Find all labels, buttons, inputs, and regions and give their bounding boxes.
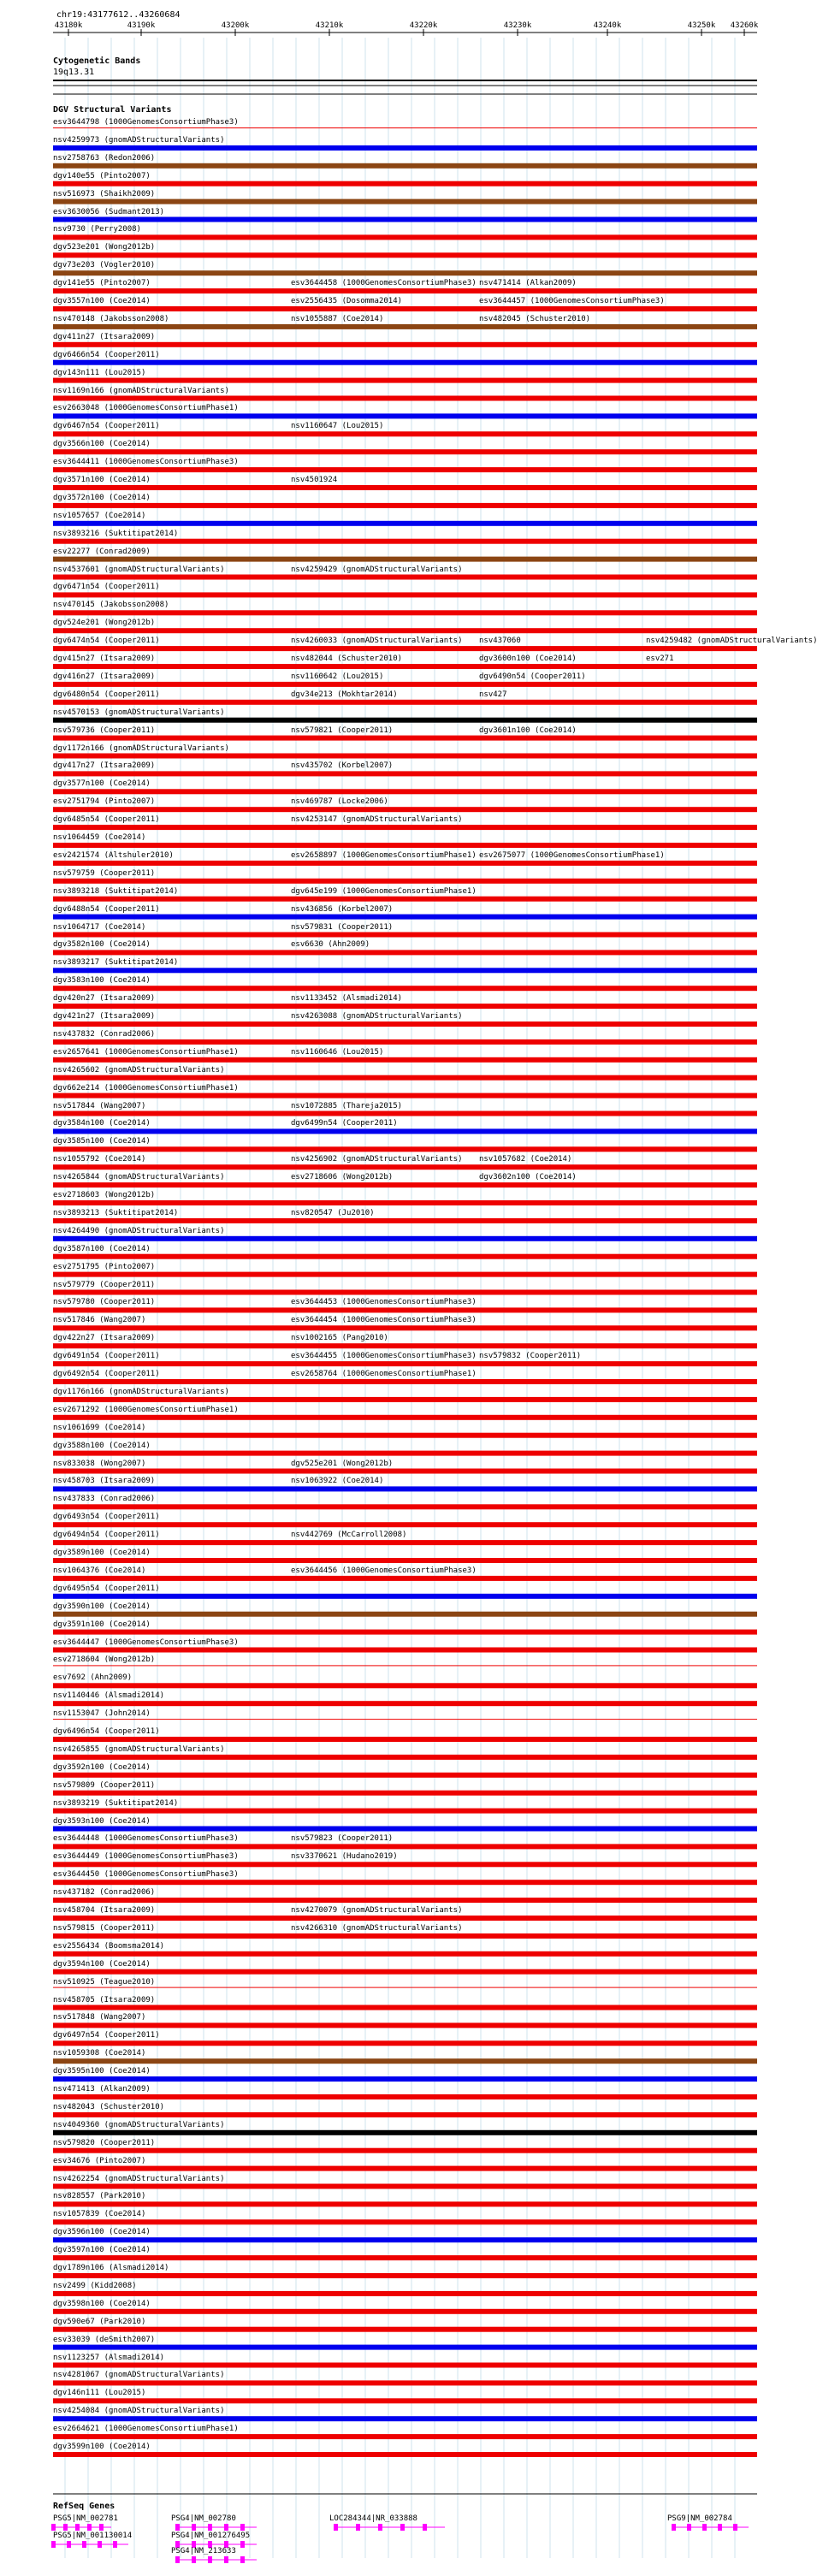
- variant-label[interactable]: nsv579820 (Cooper2011): [53, 2138, 156, 2147]
- variant-label[interactable]: dgv146n111 (Lou2015): [53, 2389, 146, 2398]
- variant-label[interactable]: nsv1160646 (Lou2015): [291, 1047, 384, 1057]
- variant-label[interactable]: dgv3591n100 (Coe2014): [53, 1620, 151, 1629]
- gene-exon[interactable]: [175, 2556, 180, 2563]
- variant-label[interactable]: dgv6466n54 (Cooper2011): [53, 350, 160, 359]
- variant-label[interactable]: nsv1169n166 (gnomADStructuralVariants): [53, 386, 229, 395]
- variant-label[interactable]: nsv4266310 (gnomADStructuralVariants): [291, 1923, 463, 1933]
- variant-label[interactable]: dgv3583n100 (Coe2014): [53, 976, 151, 986]
- variant-label[interactable]: esv6630 (Ahn2009): [291, 940, 370, 950]
- variant-label[interactable]: esv33039 (deSmith2007): [53, 2335, 156, 2344]
- gene-exon[interactable]: [51, 2524, 56, 2531]
- variant-label[interactable]: nsv3893217 (Suktitipat2014): [53, 958, 179, 968]
- variant-label[interactable]: esv3644798 (1000GenomesConsortiumPhase3): [53, 118, 239, 127]
- variant-label[interactable]: dgv6497n54 (Cooper2011): [53, 2031, 160, 2040]
- variant-label[interactable]: esv2718606 (Wong2012b): [291, 1173, 394, 1182]
- variant-label[interactable]: esv3630056 (Sudmant2013): [53, 207, 165, 216]
- variant-label[interactable]: dgv3585n100 (Coe2014): [53, 1137, 151, 1146]
- ruler-tick-label: 43230k: [503, 21, 532, 30]
- position-label: chr19:43177612..43260684: [56, 10, 181, 20]
- variant-label[interactable]: dgv3601n100 (Coe2014): [479, 725, 577, 735]
- variant-label[interactable]: nsv3370621 (Hudano2019): [291, 1852, 398, 1862]
- variant-label[interactable]: dgv3602n100 (Coe2014): [479, 1173, 577, 1182]
- gene-exon[interactable]: [82, 2541, 86, 2548]
- gene-exon[interactable]: [672, 2524, 676, 2531]
- gene-exon[interactable]: [240, 2556, 245, 2563]
- ruler-tick-label: 43260k: [730, 21, 759, 30]
- variant-label[interactable]: esv2421574 (Altshuler2010): [53, 850, 174, 860]
- variant-label[interactable]: esv3644456 (1000GenomesConsortiumPhase3): [291, 1566, 477, 1575]
- variant-label[interactable]: nsv437833 (Conrad2006): [53, 1495, 156, 1504]
- variant-label[interactable]: dgv6499n54 (Cooper2011): [291, 1119, 398, 1128]
- variant-label[interactable]: nsv4253147 (gnomADStructuralVariants): [291, 815, 463, 825]
- variant-label[interactable]: esv2718604 (Wong2012b): [53, 1655, 156, 1665]
- gene-label[interactable]: PSG9|NM_002784: [667, 2514, 732, 2523]
- variant-label[interactable]: nsv4570153 (gnomADStructuralVariants): [53, 708, 225, 717]
- variant-label[interactable]: nsv3893213 (Suktitipat2014): [53, 1208, 179, 1217]
- gene-exon[interactable]: [733, 2524, 737, 2531]
- variant-label[interactable]: nsv1063922 (Coe2014): [291, 1477, 384, 1486]
- variant-label[interactable]: nsv579736 (Cooper2011): [53, 725, 156, 735]
- variant-label[interactable]: dgv3588n100 (Coe2014): [53, 1441, 151, 1450]
- variant-label[interactable]: nsv579759 (Cooper2011): [53, 868, 156, 878]
- gene-exon[interactable]: [192, 2524, 196, 2531]
- ruler-tick-label: 43220k: [409, 21, 438, 30]
- gene-exon[interactable]: [334, 2524, 338, 2531]
- variant-label[interactable]: dgv3595n100 (Coe2014): [53, 2067, 151, 2076]
- variant-label[interactable]: esv2657641 (1000GenomesConsortiumPhase1): [53, 1047, 239, 1057]
- variant-label[interactable]: dgv3584n100 (Coe2014): [53, 1119, 151, 1128]
- variant-label[interactable]: dgv6493n54 (Cooper2011): [53, 1513, 160, 1522]
- variant-label[interactable]: nsv4259973 (gnomADStructuralVariants): [53, 135, 225, 145]
- variant-label[interactable]: nsv458705 (Itsara2009): [53, 1995, 156, 2005]
- variant-label[interactable]: nsv579832 (Cooper2011): [479, 1352, 582, 1361]
- gene-exon[interactable]: [51, 2541, 56, 2548]
- variant-label[interactable]: esv2556435 (Dosomma2014): [291, 297, 403, 305]
- variant-label[interactable]: nsv517844 (Wang2007): [53, 1101, 146, 1110]
- gene-exon[interactable]: [702, 2524, 707, 2531]
- gene-exon[interactable]: [98, 2541, 102, 2548]
- variant-label[interactable]: dgv422n27 (Itsara2009): [53, 1334, 156, 1343]
- variant-label[interactable]: dgv3597n100 (Coe2014): [53, 2246, 151, 2255]
- gene-exon[interactable]: [718, 2524, 722, 2531]
- variant-label[interactable]: dgv6474n54 (Cooper2011): [53, 637, 160, 646]
- variant-label[interactable]: esv3644458 (1000GenomesConsortiumPhase3): [291, 279, 477, 288]
- variant-label[interactable]: nsv517848 (Wang2007): [53, 2013, 146, 2022]
- variant-label[interactable]: dgv6496n54 (Cooper2011): [53, 1727, 160, 1736]
- variant-label[interactable]: nsv4265602 (gnomADStructuralVariants): [53, 1065, 225, 1075]
- variant-label[interactable]: dgv3599n100 (Coe2014): [53, 2443, 151, 2451]
- variant-label[interactable]: esv22277 (Conrad2009): [53, 547, 151, 556]
- variant-label[interactable]: nsv2499 (Kidd2008): [53, 2281, 137, 2290]
- variant-label[interactable]: nsv442769 (McCarroll2008): [291, 1531, 407, 1540]
- variant-label[interactable]: nsv1072885 (Thareja2015): [291, 1101, 403, 1110]
- variant-label[interactable]: dgv3592n100 (Coe2014): [53, 1762, 151, 1772]
- variant-label[interactable]: nsv4265855 (gnomADStructuralVariants): [53, 1744, 225, 1754]
- variant-label[interactable]: nsv579780 (Cooper2011): [53, 1298, 156, 1307]
- variant-label[interactable]: nsv4259482 (gnomADStructuralVariants): [646, 637, 817, 646]
- variant-label[interactable]: esv3644454 (1000GenomesConsortiumPhase3): [291, 1316, 477, 1325]
- gene-exon[interactable]: [240, 2541, 245, 2548]
- variant-label[interactable]: esv3644457 (1000GenomesConsortiumPhase3): [479, 297, 665, 305]
- variant-label[interactable]: dgv420n27 (Itsara2009): [53, 994, 156, 1004]
- gene-exon[interactable]: [400, 2524, 405, 2531]
- variant-label[interactable]: nsv435702 (Korbel2007): [291, 761, 394, 771]
- variant-label[interactable]: nsv579823 (Cooper2011): [291, 1834, 394, 1844]
- variant-label[interactable]: nsv579815 (Cooper2011): [53, 1923, 156, 1933]
- variant-label[interactable]: nsv471413 (Alkan2009): [53, 2085, 151, 2093]
- variant-label[interactable]: dgv6488n54 (Cooper2011): [53, 904, 160, 914]
- variant-label[interactable]: nsv1061699 (Coe2014): [53, 1423, 146, 1432]
- gene-exon[interactable]: [113, 2541, 117, 2548]
- variant-label[interactable]: nsv482044 (Schuster2010): [291, 654, 403, 663]
- ruler-tick-label: 43210k: [315, 21, 344, 30]
- variant-label[interactable]: nsv4263088 (gnomADStructuralVariants): [291, 1012, 463, 1021]
- gene-exon[interactable]: [175, 2524, 180, 2531]
- variant-label[interactable]: esv2663048 (1000GenomesConsortiumPhase1): [53, 404, 239, 413]
- variant-label[interactable]: nsv516973 (Shaikh2009): [53, 189, 156, 198]
- variant-label[interactable]: nsv482045 (Schuster2010): [479, 314, 591, 323]
- variant-label[interactable]: nsv1057839 (Coe2014): [53, 2210, 146, 2219]
- variant-label[interactable]: dgv3596n100 (Coe2014): [53, 2228, 151, 2237]
- variant-label[interactable]: esv2671292 (1000GenomesConsortiumPhase1): [53, 1405, 239, 1414]
- gene-label[interactable]: PSG5|NM_001130014: [53, 2532, 133, 2540]
- variant-label[interactable]: esv3644450 (1000GenomesConsortiumPhase3): [53, 1870, 239, 1880]
- variant-label[interactable]: nsv820547 (Ju2010): [291, 1208, 375, 1217]
- variant-label[interactable]: nsv4260033 (gnomADStructuralVariants): [291, 637, 463, 646]
- variant-label[interactable]: dgv3572n100 (Coe2014): [53, 493, 151, 502]
- variant-label[interactable]: dgv140e55 (Pinto2007): [53, 171, 151, 181]
- variant-label[interactable]: esv2658897 (1000GenomesConsortiumPhase1): [291, 850, 477, 860]
- variant-label[interactable]: nsv437182 (Conrad2006): [53, 1888, 156, 1898]
- variant-label[interactable]: nsv1160642 (Lou2015): [291, 672, 384, 681]
- cytoband-label: 19q13.31: [53, 68, 95, 77]
- variant-label[interactable]: dgv6490n54 (Cooper2011): [479, 672, 586, 681]
- gene-label[interactable]: PSG4|NM_001276495: [171, 2532, 251, 2540]
- variant-label[interactable]: dgv6485n54 (Cooper2011): [53, 815, 160, 825]
- variant-label[interactable]: dgv3587n100 (Coe2014): [53, 1244, 151, 1253]
- variant-label[interactable]: nsv1055792 (Coe2014): [53, 1155, 146, 1164]
- variant-label[interactable]: dgv411n27 (Itsara2009): [53, 332, 156, 341]
- gene-exon[interactable]: [378, 2524, 382, 2531]
- variant-label[interactable]: dgv645e199 (1000GenomesConsortiumPhase1): [291, 886, 477, 896]
- gene-exon[interactable]: [67, 2541, 71, 2548]
- variant-label[interactable]: nsv437060: [479, 637, 521, 646]
- variant-label[interactable]: esv3644411 (1000GenomesConsortiumPhase3): [53, 458, 239, 467]
- variant-label[interactable]: dgv6467n54 (Cooper2011): [53, 422, 160, 431]
- refseq-track-title: RefSeq Genes: [53, 2502, 115, 2511]
- variant-label[interactable]: nsv1140446 (Alsmadi2014): [53, 1691, 165, 1701]
- variant-label[interactable]: dgv143n111 (Lou2015): [53, 368, 146, 377]
- gene-exon[interactable]: [192, 2556, 196, 2563]
- variant-label[interactable]: nsv1059308 (Coe2014): [53, 2049, 146, 2058]
- variant-label[interactable]: nsv828557 (Park2010): [53, 2192, 146, 2201]
- variant-label[interactable]: nsv1064717 (Coe2014): [53, 922, 146, 932]
- variant-label[interactable]: nsv427: [479, 690, 507, 699]
- variant-label[interactable]: esv3644449 (1000GenomesConsortiumPhase3): [53, 1852, 239, 1862]
- variant-label[interactable]: esv3644455 (1000GenomesConsortiumPhase3): [291, 1352, 477, 1361]
- variant-label[interactable]: nsv482043 (Schuster2010): [53, 2102, 165, 2111]
- variant-label[interactable]: nsv4264490 (gnomADStructuralVariants): [53, 1226, 225, 1235]
- gene-exon[interactable]: [224, 2556, 228, 2563]
- variant-label[interactable]: dgv6492n54 (Cooper2011): [53, 1370, 160, 1378]
- variant-label[interactable]: nsv579821 (Cooper2011): [291, 725, 394, 735]
- variant-label[interactable]: esv34676 (Pinto2007): [53, 2156, 146, 2165]
- variant-label[interactable]: nsv4501924: [291, 476, 338, 484]
- variant-label[interactable]: nsv1057682 (Coe2014): [479, 1155, 572, 1164]
- variant-label[interactable]: dgv6480n54 (Cooper2011): [53, 690, 160, 699]
- variant-label[interactable]: esv2718603 (Wong2012b): [53, 1191, 156, 1199]
- variant-label[interactable]: esv3644453 (1000GenomesConsortiumPhase3): [291, 1298, 477, 1307]
- variant-label[interactable]: dgv141e55 (Pinto2007): [53, 279, 151, 288]
- variant-label[interactable]: dgv3600n100 (Coe2014): [479, 654, 577, 663]
- ruler-tick-label: 43180k: [54, 21, 83, 30]
- variant-label[interactable]: dgv590e67 (Park2010): [53, 2317, 146, 2326]
- variant-label[interactable]: nsv1160647 (Lou2015): [291, 422, 384, 431]
- gene-exon[interactable]: [224, 2524, 228, 2531]
- variant-label[interactable]: esv3644447 (1000GenomesConsortiumPhase3): [53, 1637, 239, 1647]
- variant-label[interactable]: esv7692 (Ahn2009): [53, 1673, 133, 1683]
- variant-label[interactable]: nsv1064376 (Coe2014): [53, 1566, 146, 1575]
- gene-exon[interactable]: [208, 2524, 212, 2531]
- variant-label[interactable]: dgv3598n100 (Coe2014): [53, 2299, 151, 2308]
- variant-label[interactable]: nsv3893218 (Suktitipat2014): [53, 886, 179, 896]
- variant-label[interactable]: nsv833038 (Wong2007): [53, 1459, 146, 1468]
- variant-label[interactable]: nsv2758763 (Redon2006): [53, 153, 156, 163]
- variant-label[interactable]: esv3644448 (1000GenomesConsortiumPhase3): [53, 1834, 239, 1844]
- gene-exon[interactable]: [208, 2556, 212, 2563]
- variant-label[interactable]: dgv3594n100 (Coe2014): [53, 1959, 151, 1969]
- variant-label[interactable]: esv2751795 (Pinto2007): [53, 1262, 156, 1271]
- variant-label[interactable]: nsv4537601 (gnomADStructuralVariants): [53, 565, 225, 574]
- variant-label[interactable]: dgv417n27 (Itsara2009): [53, 761, 156, 771]
- variant-label[interactable]: dgv416n27 (Itsara2009): [53, 672, 156, 681]
- variant-label[interactable]: nsv436856 (Korbel2007): [291, 904, 394, 914]
- variant-label[interactable]: esv2556434 (Boomsma2014): [53, 1941, 165, 1951]
- variant-label[interactable]: nsv470145 (Jakobsson2008): [53, 601, 169, 610]
- variant-label[interactable]: dgv3577n100 (Coe2014): [53, 779, 151, 789]
- gene-exon[interactable]: [356, 2524, 360, 2531]
- variant-label[interactable]: dgv3590n100 (Coe2014): [53, 1602, 151, 1611]
- variant-label[interactable]: dgv525e201 (Wong2012b): [291, 1459, 394, 1468]
- variant-label[interactable]: dgv6471n54 (Cooper2011): [53, 583, 160, 592]
- gene-exon[interactable]: [99, 2524, 104, 2531]
- variant-label[interactable]: dgv3571n100 (Coe2014): [53, 476, 151, 484]
- variant-label[interactable]: nsv3893216 (Suktitipat2014): [53, 529, 179, 538]
- variant-label[interactable]: nsv4262254 (gnomADStructuralVariants): [53, 2174, 225, 2183]
- variant-label[interactable]: dgv1789n106 (Alsmadi2014): [53, 2264, 169, 2272]
- variant-label[interactable]: nsv4270079 (gnomADStructuralVariants): [291, 1906, 463, 1915]
- variant-label[interactable]: dgv3566n100 (Coe2014): [53, 440, 151, 449]
- variant-label[interactable]: nsv4254084 (gnomADStructuralVariants): [53, 2407, 225, 2416]
- variant-label[interactable]: nsv471414 (Alkan2009): [479, 279, 577, 288]
- variant-label[interactable]: esv2751794 (Pinto2007): [53, 797, 156, 807]
- variant-label[interactable]: esv2664621 (1000GenomesConsortiumPhase1): [53, 2425, 239, 2434]
- variant-label[interactable]: dgv1176n166 (gnomADStructuralVariants): [53, 1387, 229, 1396]
- variant-label[interactable]: nsv437832 (Conrad2006): [53, 1029, 156, 1039]
- gene-exon[interactable]: [240, 2524, 245, 2531]
- variant-label[interactable]: dgv3582n100 (Coe2014): [53, 940, 151, 950]
- variant-label[interactable]: nsv1153047 (John2014): [53, 1709, 151, 1719]
- gene-exon[interactable]: [87, 2524, 92, 2531]
- variant-label[interactable]: dgv3593n100 (Coe2014): [53, 1816, 151, 1826]
- gene-exon[interactable]: [687, 2524, 691, 2531]
- gene-exon[interactable]: [63, 2524, 68, 2531]
- variant-label[interactable]: esv2658764 (1000GenomesConsortiumPhase1): [291, 1370, 477, 1378]
- variant-label[interactable]: dgv6494n54 (Cooper2011): [53, 1531, 160, 1540]
- variant-label[interactable]: nsv579779 (Cooper2011): [53, 1280, 156, 1289]
- variant-label[interactable]: dgv415n27 (Itsara2009): [53, 654, 156, 663]
- gene-exon[interactable]: [423, 2524, 427, 2531]
- variant-label[interactable]: nsv1064459 (Coe2014): [53, 833, 146, 842]
- variant-label[interactable]: nsv469787 (Locke2006): [291, 797, 388, 807]
- variant-label[interactable]: nsv458703 (Itsara2009): [53, 1477, 156, 1486]
- variant-label[interactable]: nsv1133452 (Alsmadi2014): [291, 994, 403, 1004]
- gene-label[interactable]: PSG4|NM_002780: [171, 2514, 236, 2523]
- cytoband-track-title: Cytogenetic Bands: [53, 56, 141, 66]
- gene-label[interactable]: LOC284344|NR_033888: [329, 2514, 417, 2523]
- variant-label[interactable]: nsv510925 (Teague2010): [53, 1977, 156, 1987]
- variant-label[interactable]: dgv662e214 (1000GenomesConsortiumPhase1): [53, 1083, 239, 1093]
- variant-label[interactable]: nsv4049360 (gnomADStructuralVariants): [53, 2120, 225, 2129]
- variant-label[interactable]: dgv524e201 (Wong2012b): [53, 619, 156, 628]
- variant-label[interactable]: nsv4256902 (gnomADStructuralVariants): [291, 1155, 463, 1164]
- variant-label[interactable]: nsv470148 (Jakobsson2008): [53, 314, 169, 323]
- variant-label[interactable]: nsv579809 (Cooper2011): [53, 1780, 156, 1790]
- variant-label[interactable]: dgv6495n54 (Cooper2011): [53, 1584, 160, 1593]
- variant-label[interactable]: nsv579831 (Cooper2011): [291, 922, 394, 932]
- variant-label[interactable]: nsv4259429 (gnomADStructuralVariants): [291, 565, 463, 574]
- variant-label[interactable]: dgv1172n166 (gnomADStructuralVariants): [53, 743, 229, 753]
- variant-label[interactable]: dgv523e201 (Wong2012b): [53, 243, 156, 252]
- gene-exon[interactable]: [75, 2524, 80, 2531]
- variant-label[interactable]: esv271: [646, 654, 674, 663]
- ruler-tick-label: 43190k: [127, 21, 156, 30]
- variant-label[interactable]: dgv421n27 (Itsara2009): [53, 1012, 156, 1021]
- variant-label[interactable]: nsv3893219 (Suktitipat2014): [53, 1798, 179, 1808]
- variant-label[interactable]: dgv6491n54 (Cooper2011): [53, 1352, 160, 1361]
- variant-label[interactable]: dgv3557n100 (Coe2014): [53, 297, 151, 305]
- variant-label[interactable]: nsv517846 (Wang2007): [53, 1316, 146, 1325]
- variant-label[interactable]: esv2675077 (1000GenomesConsortiumPhase1): [479, 850, 665, 860]
- variant-label[interactable]: nsv1055887 (Coe2014): [291, 314, 384, 323]
- variant-label[interactable]: dgv3589n100 (Coe2014): [53, 1549, 151, 1557]
- gene-label[interactable]: PSG4|NM_213633: [171, 2547, 236, 2555]
- variant-label[interactable]: nsv1123257 (Alsmadi2014): [53, 2353, 165, 2362]
- ruler-tick-label: 43250k: [687, 21, 716, 30]
- gene-label[interactable]: PSG5|NM_002781: [53, 2514, 118, 2523]
- ruler-tick-label: 43200k: [221, 21, 250, 30]
- variant-label[interactable]: nsv4281067 (gnomADStructuralVariants): [53, 2371, 225, 2380]
- variant-label[interactable]: nsv1002165 (Pang2010): [291, 1334, 388, 1343]
- variant-label[interactable]: nsv4265844 (gnomADStructuralVariants): [53, 1173, 225, 1182]
- variant-label[interactable]: nsv458704 (Itsara2009): [53, 1906, 156, 1915]
- ruler-tick-label: 43240k: [593, 21, 622, 30]
- dgv-track-title: DGV Structural Variants: [53, 105, 172, 115]
- variant-label[interactable]: nsv9730 (Perry2008): [53, 225, 141, 234]
- variant-label[interactable]: dgv34e213 (Mokhtar2014): [291, 690, 398, 699]
- variant-label[interactable]: nsv1057657 (Coe2014): [53, 511, 146, 520]
- variant-label[interactable]: dgv73e203 (Vogler2010): [53, 261, 156, 270]
